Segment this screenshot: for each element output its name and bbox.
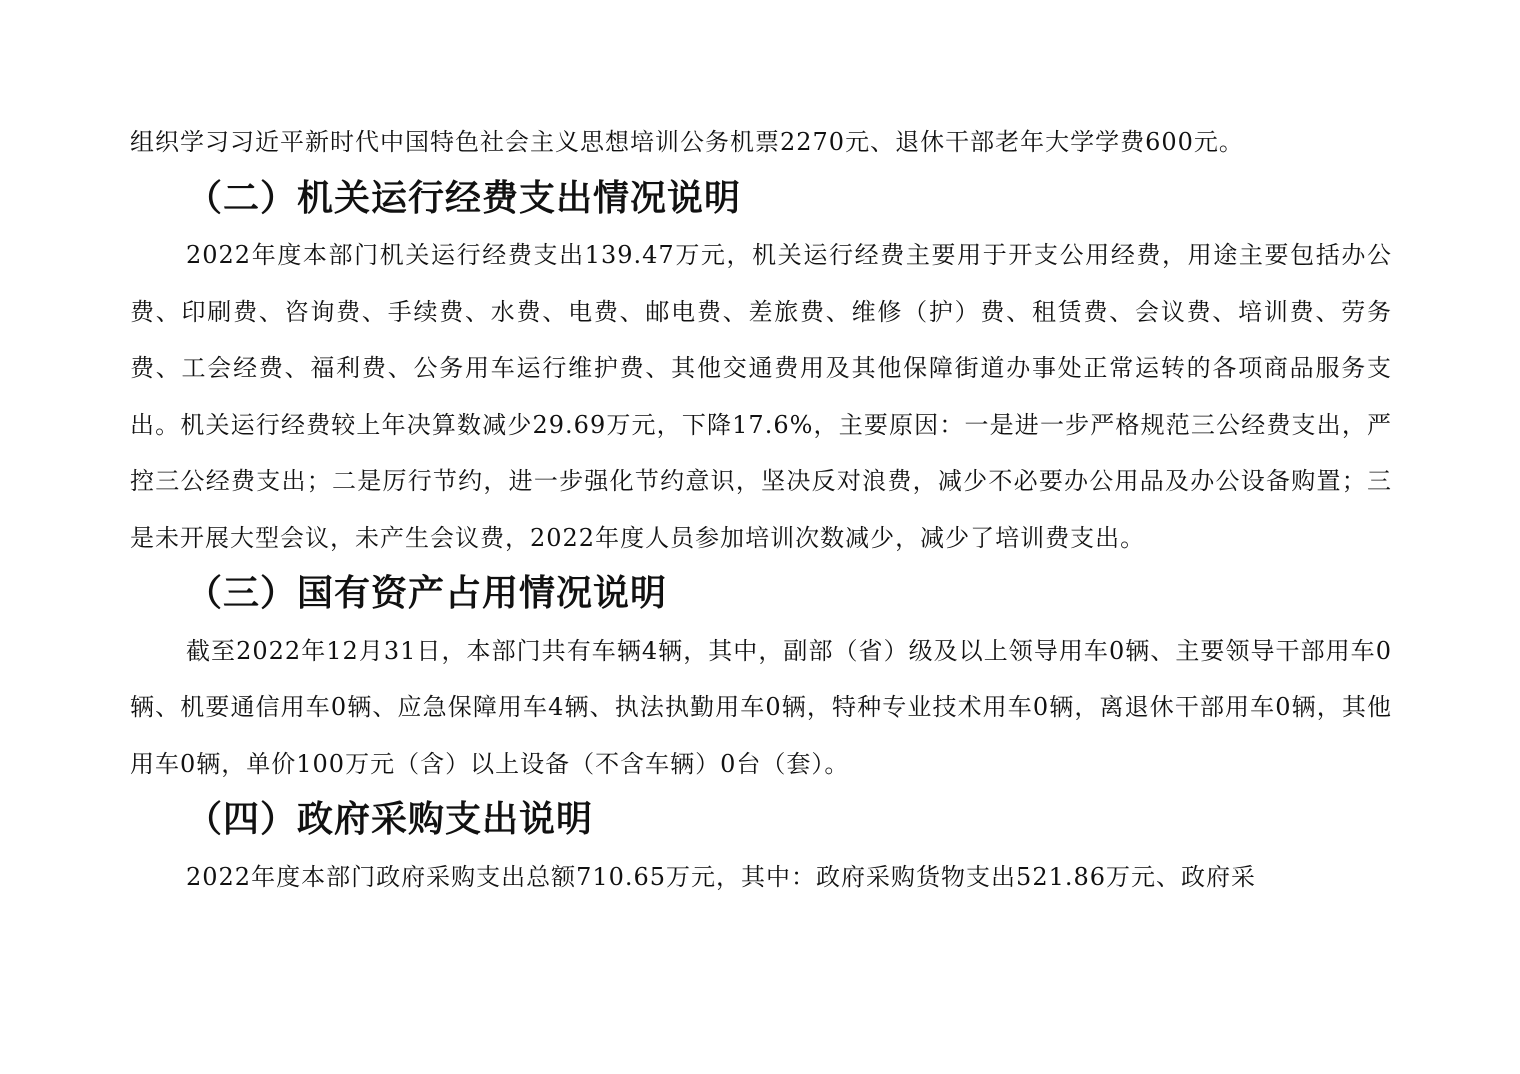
paragraph-operating-expenses: 2022年度本部门机关运行经费支出139.47万元，机关运行经费主要用于开支公用经费，用途主要包括办公费、印刷费、咨询费、手续费、水费、电费、邮电费、差旅费、维修（护）费、租赁费、会议费、培训费、劳务费、工会经费、福利费、公务用车运行维护费、其他交通费用及其他保障街道办事处正常运转的各项商品服务支出。机关运行经费较上年决算数减少29.69万元，下降17.6%，主要原因：一是进一步严格规范三公经费支出，严控三公经费支出；二是厉行节约，进一步强化节约意识，坚决反对浪费，减少不必要办公用品及办公设备购置；三是未开展大型会议，未产生会议费，2022年度人员参加培训次数减少，减少了培训费支出。 bbox=[130, 241, 1392, 552]
paragraph-travel-and-tuition: 组织学习习近平新时代中国特色社会主义思想培训公务机票2270元、退休干部老年大学学费600元。 bbox=[130, 128, 1244, 156]
heading-state-assets: （三）国有资产占用情况说明 bbox=[186, 573, 668, 614]
heading-operating-expenses: （二）机关运行经费支出情况说明 bbox=[186, 177, 742, 219]
paragraph-state-assets: 截至2022年12月31日，本部门共有车辆4辆，其中，副部（省）级及以上领导用车0辆、主要领导干部用车0辆、机要通信用车0辆、应急保障用车4辆、执法执勤用车0辆，特种专业技术用车0辆，离退休干部用车0辆，其他用车0辆，单价100万元（含）以上设备（不含车辆）0台（套）。 bbox=[130, 636, 1392, 778]
document-page bbox=[130, 114, 1392, 905]
paragraph-government-procurement: 2022年度本部门政府采购支出总额710.65万元，其中：政府采购货物支出521.86万元、政府采 bbox=[186, 862, 1257, 891]
heading-government-procurement: （四）政府采购支出说明 bbox=[186, 799, 594, 840]
